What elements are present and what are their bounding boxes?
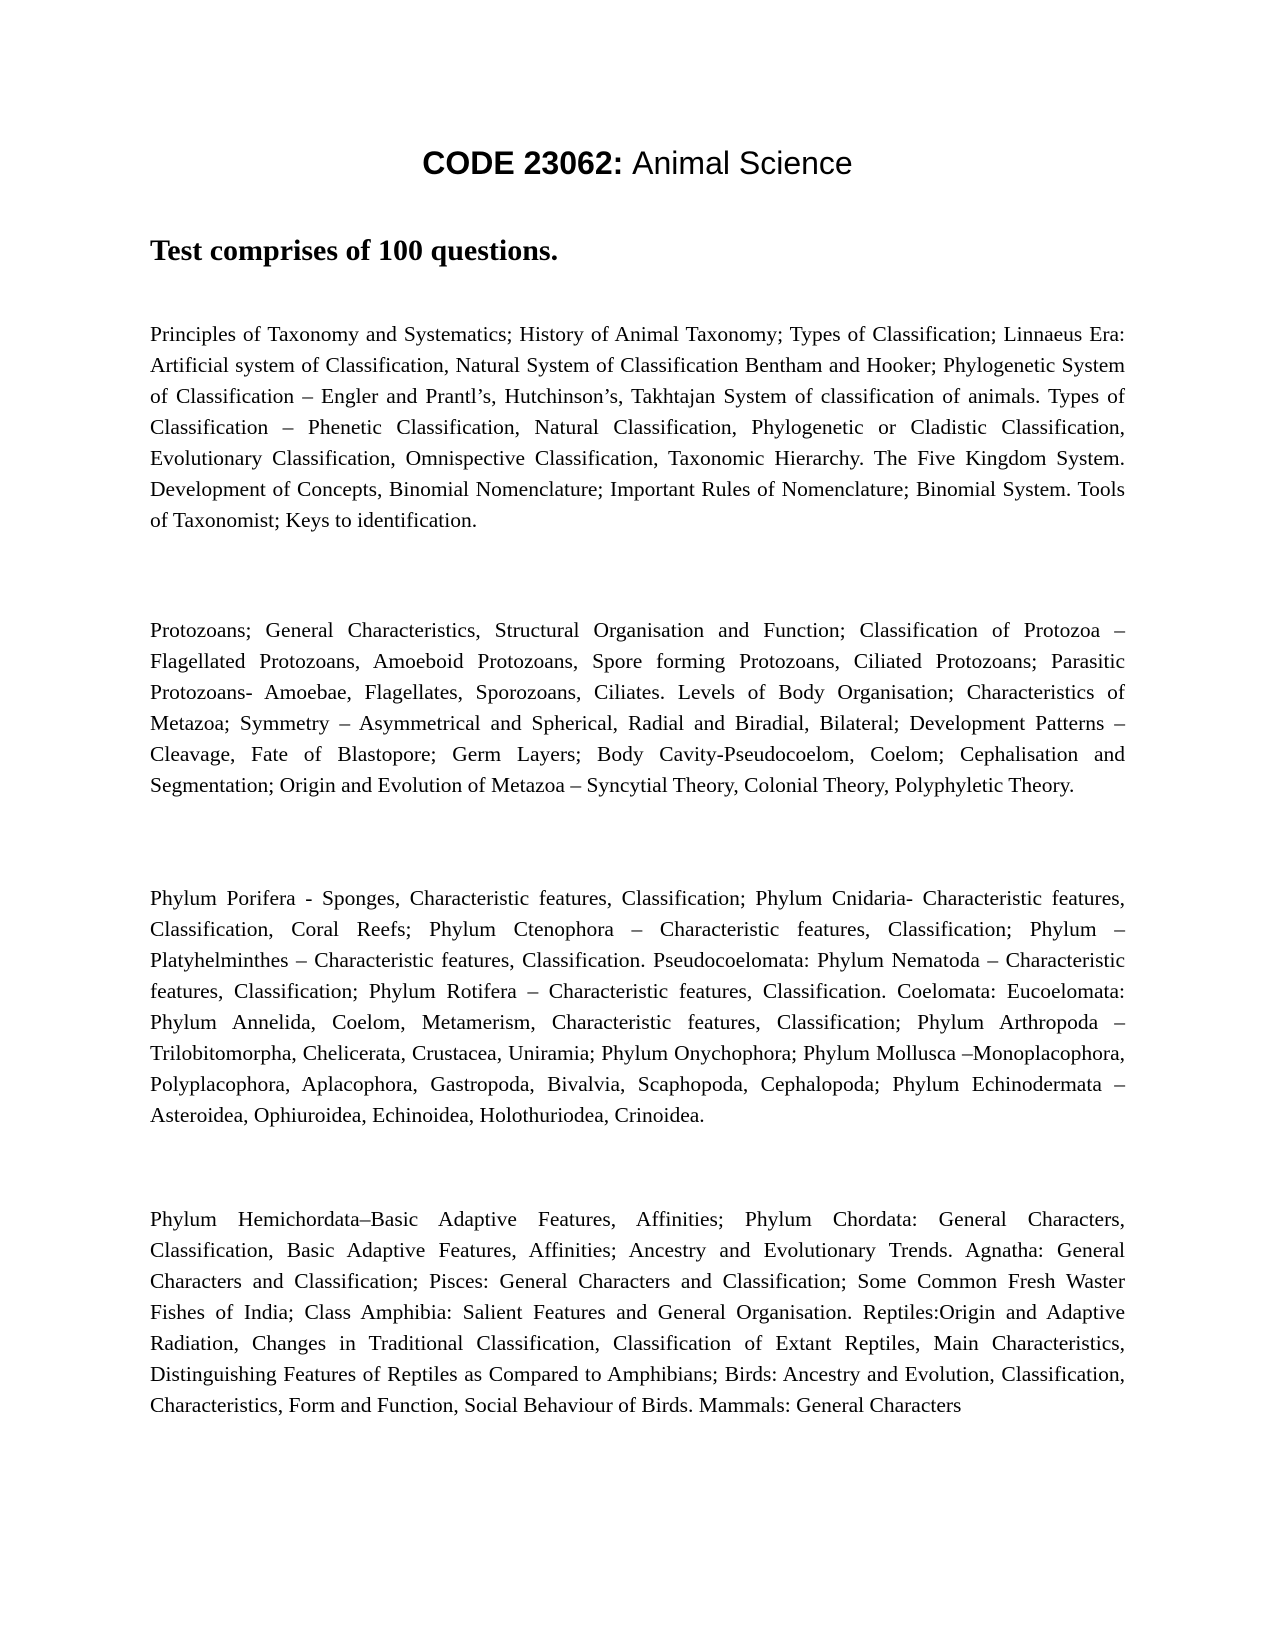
test-info-heading: Test comprises of 100 questions. (150, 234, 559, 267)
syllabus-paragraph-protozoa: Protozoans; General Characteristics, Structural Organisation and Function; Classification of Protozoa – Flagellated Protozoans, Amoeboid Protozoans, Spore forming Protozoans, Ciliated Protozoans; Parasitic Protozoans- Amoebae, Flagellates, Sporozoans, Ciliates. Levels of Body Organisation; Characteristics of Metazoa; Symmetry – Asymmetrical and Spherical, Radial and Biradial, Bilateral; Development Patterns – Cleavage, Fate of Blastopore; Germ Layers; Body Cavity-Pseudocoelom, Coelom; Cephalisation and Segmentation; Origin and Evolution of Metazoa – Syncytial Theory, Colonial Theory, Polyphyletic Theory. (150, 618, 1125, 797)
syllabus-paragraph-chordata: Phylum Hemichordata–Basic Adaptive Features, Affinities; Phylum Chordata: General Characters, Classification, Basic Adaptive Features, Affinities; Ancestry and Evolutionary Trends. Agnatha: General Characters and Classification; Pisces: General Characters and Classification; Some Common Fresh Waster Fishes of India; Class Amphibia: Salient Features and General Organisation. Reptiles:Origin and Adaptive Radiation, Changes in Traditional Classification, Classification of Extant Reptiles, Main Characteristics, Distinguishing Features of Reptiles as Compared to Amphibians; Birds: Ancestry and Evolution, Classification, Characteristics, Form and Function, Social Behaviour of Birds. Mammals: General Characters (150, 1207, 1125, 1417)
title-code: CODE 23062: (422, 145, 624, 181)
syllabus-paragraph-taxonomy: Principles of Taxonomy and Systematics; History of Animal Taxonomy; Types of Classification; Linnaeus Era: Artificial system of Classification, Natural System of Classification Bentham and Hooker; Phylogenetic System of Classification – Engler and Prantl’s, Hutchinson’s, Takhtajan System of classification of animals. Types of Classification – Phenetic Classification, Natural Classification, Phylogenetic or Cladistic Classification, Evolutionary Classification, Omnispective Classification, Taxonomic Hierarchy. The Five Kingdom System. Development of Concepts, Binomial Nomenclature; Important Rules of Nomenclature; Binomial System. Tools of Taxonomist; Keys to identification. (150, 322, 1125, 532)
syllabus-paragraph-phyla: Phylum Porifera - Sponges, Characteristic features, Classification; Phylum Cnidaria- Characteristic features, Classification, Coral Reefs; Phylum Ctenophora – Characteristic features, Classification; Phylum – Platyhelminthes – Characteristic features, Classification. Pseudocoelomata: Phylum Nematoda – Characteristic features, Classification; Phylum Rotifera – Characteristic features, Classification. Coelomata: Eucoelomata: Phylum Annelida, Coelom, Metamerism, Characteristic features, Classification; Phylum Arthropoda –Trilobitomorpha, Chelicerata, Crustacea, Uniramia; Phylum Onychophora; Phylum Mollusca –Monoplacophora, Polyplacophora, Aplacophora, Gastropoda, Bivalvia, Scaphopoda, Cephalopoda; Phylum Echinodermata – Asteroidea, Ophiuroidea, Echinoidea, Holothuriodea, Crinoidea. (150, 886, 1125, 1127)
title-subject: Animal Science (632, 145, 853, 181)
page-title (0, 143, 1275, 183)
